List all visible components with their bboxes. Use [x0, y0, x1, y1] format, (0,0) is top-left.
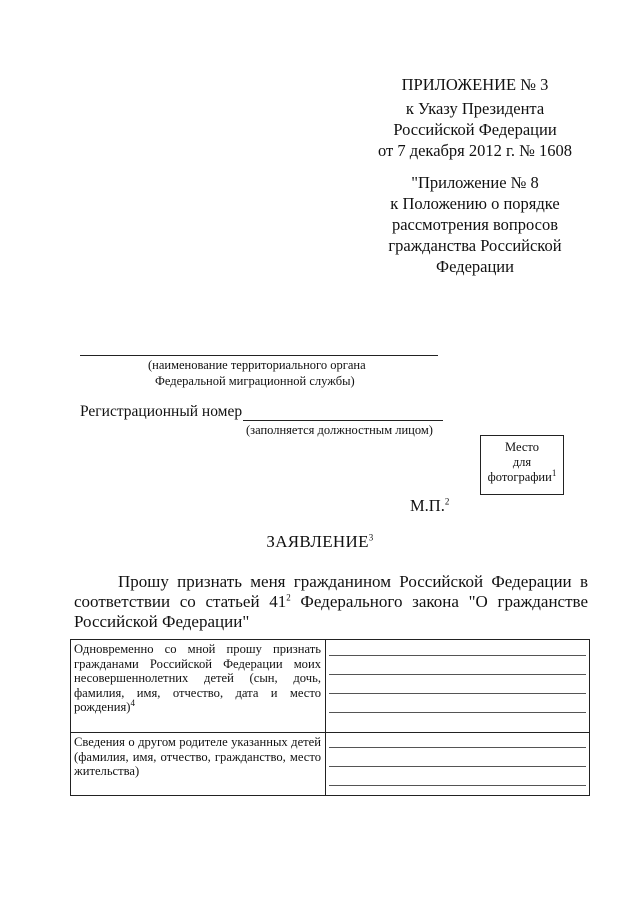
federation-line: Российской Федерации — [393, 120, 557, 139]
request-line-2b: Федерального закона "О гражданстве — [290, 592, 588, 611]
registration-field[interactable] — [243, 420, 443, 421]
decree-date: от 7 декабря 2012 г. № 1608 — [377, 141, 573, 160]
appendix-number: ПРИЛОЖЕНИЕ № 3 — [401, 75, 549, 94]
document-title-text: ЗАЯВЛЕНИЕ — [266, 532, 369, 551]
photo-text-3-label: фотографии — [487, 470, 552, 484]
entry-line[interactable] — [329, 748, 586, 767]
photo-text-3 — [481, 467, 563, 485]
request-line-1: Прошу признать меня гражданином Российской Федерации в — [118, 572, 588, 591]
photo-box — [480, 435, 564, 495]
request-line-3: Российской Федерации" — [74, 612, 250, 631]
photo-text-2: для — [512, 455, 532, 469]
decree-line: к Указу Президента — [405, 99, 545, 118]
regulation-line: к Положению о порядке — [390, 194, 560, 213]
parent-entry-cell — [326, 733, 590, 796]
entry-line[interactable] — [329, 656, 586, 675]
citizenship-line: гражданства Российской — [388, 236, 562, 255]
request-line-2a: соответствии со статьей 41 — [74, 592, 287, 611]
children-row — [71, 640, 590, 733]
registration-label: Регистрационный номер — [80, 403, 243, 420]
title-footnote: 3 — [368, 532, 374, 543]
children-label-cell — [71, 640, 326, 733]
children-label: Одновременно со мной прошу признать гражданами Российской Федерации моих несовершеннолетних детей (сын, дочь, фамилия, имя, отчество, дата и место рождения) — [74, 642, 321, 714]
registration-caption: (заполняется должностным лицом) — [246, 423, 433, 437]
request-line-2 — [74, 592, 588, 612]
authority-line[interactable] — [80, 355, 438, 356]
request-paragraph — [74, 572, 588, 632]
consideration-line: рассмотрения вопросов — [391, 215, 559, 234]
entry-line[interactable] — [329, 675, 586, 694]
federation2-line: Федерации — [436, 257, 514, 276]
authority-caption-2: Федеральной миграционной службы) — [155, 374, 355, 388]
article-superscript: 2 — [286, 592, 291, 603]
children-entry-cell — [326, 640, 590, 733]
parent-row — [71, 733, 590, 796]
document-title — [0, 532, 640, 552]
appendix-header — [360, 74, 590, 95]
entry-line[interactable] — [329, 694, 586, 713]
parent-label: Сведения о другом родителе указанных детей (фамилия, имя, отчество, гражданство, место жительства) — [74, 735, 321, 778]
stamp-mark — [410, 496, 449, 516]
authority-caption-1: (наименование территориального органа — [148, 358, 366, 372]
photo-text-1: Место — [505, 440, 539, 454]
appendix8-line: "Приложение № 8 — [411, 173, 539, 192]
decree-reference — [360, 98, 590, 161]
stamp-label: М.П. — [410, 496, 445, 515]
stamp-footnote: 2 — [444, 496, 450, 507]
entry-line[interactable] — [329, 733, 586, 748]
children-footnote: 4 — [130, 697, 135, 708]
photo-footnote: 1 — [551, 467, 557, 478]
parent-label-cell — [71, 733, 326, 796]
entry-line[interactable] — [329, 767, 586, 786]
regulation-reference — [360, 172, 590, 277]
application-table — [70, 639, 590, 796]
entry-line[interactable] — [329, 640, 586, 656]
